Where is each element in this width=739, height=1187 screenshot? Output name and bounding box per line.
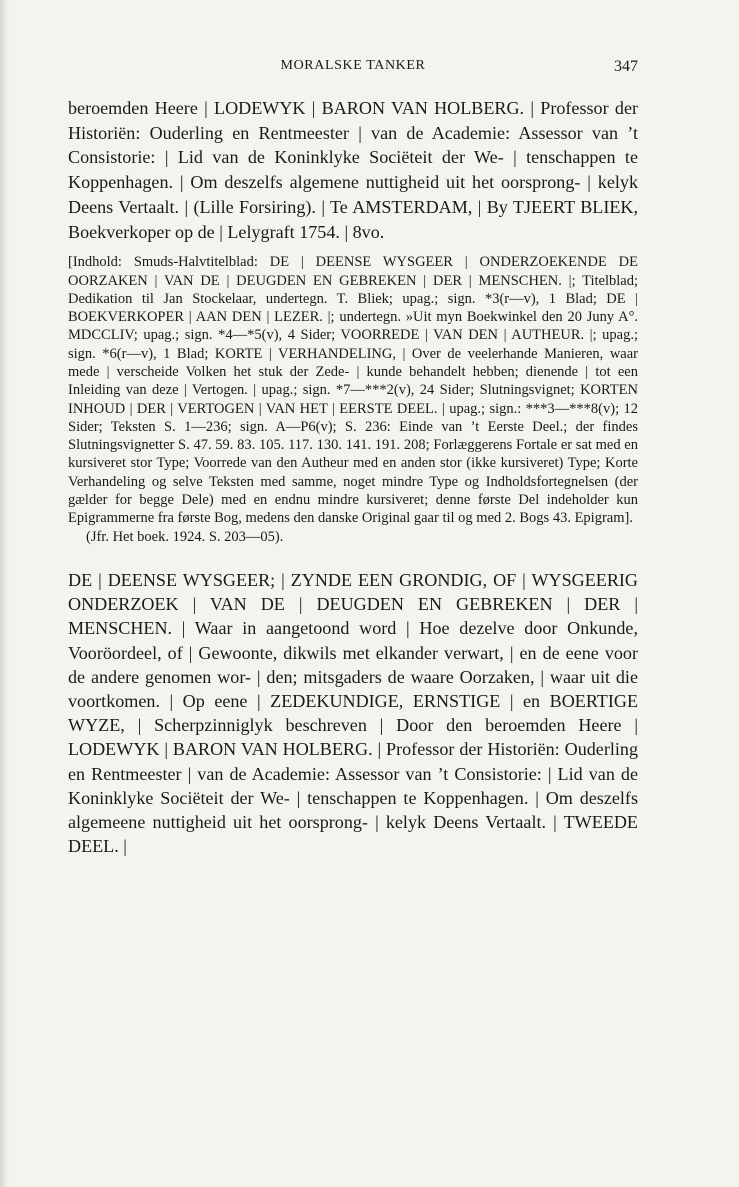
- entry-1-reference: (Jfr. Het boek. 1924. S. 203—05).: [86, 528, 284, 545]
- entry-2-title: DE | DEENSE WYSGEER; | ZYNDE EEN GRONDIG, OF | WYSGEERIG ONDERZOEK | VAN DE | DEUGDEN EN GEBREKEN | DER | MENSCHEN. | Waar in aangetoond word | Hoe dezelve door Onkunde, Vooröordeel, of | Gewoonte, dikwils met elkander verwart, | en de eene voor de andere genomen wor- | den; mitsgaders de waare Oorzaken, | waar uit die voortkomen. | Op eene | ZEDEKUNDIGE, ERNSTIGE | en BOERTIGE WYZE, | Scherpzinniglyk beschreven | Door den beroemden Heere | LODEWYK | BARON VAN HOLBERG. | Professor der Historiën: Ouderling en Rentmeester | van de Academie: Assessor van ’t Consistorie: | Lid van de Koninklyke Sociëteit der We- | tenschappen te Koppenhagen. | Om deszelfs algemeene nuttigheid uit het oorsprong- | kelyk Deens Vertaalt. | TWEEDE DEEL. |: [68, 569, 638, 857]
- page-number: 347: [614, 58, 638, 75]
- book-page: [68, 58, 638, 858]
- running-title: MORALSKE TANKER: [280, 58, 426, 73]
- page-edge-shadow: [0, 0, 9, 1187]
- entry-1-title: beroemden Heere | LODEWYK | BARON VAN HOLBERG. | Professor der Historiën: Ouderling en Rentmeester | van de Academie: Assessor van ’t Consistorie: | Lid van de Koninklyke Sociëteit der We- | tenschappen te Koppenhagen. | Om deszelfs algemene nuttigheid uit het oorsprong- | kelyk Deens Vertaalt. | (Lille Forsiring). | Te AMSTERDAM, | By TJEERT BLIEK, Boekverkoper op de | Lelygraft 1754. | 8vo.: [68, 98, 638, 242]
- entry-1-contents-note: [Indhold: Smuds-Halvtitelblad: DE | DEENSE WYSGEER | ONDERZOEKENDE DE OORZAKEN | VAN DE | DEUGDEN EN GEBREKEN | DER | MENSCHEN. |; Titelblad; Dedikation til Jan Stockelaar, undertegn. T. Bliek; upag.; sign. *3(r—v), 1 Blad; DE | BOEKVERKOPER | AAN DEN | LEZER. |; undertegn. »Uit myn Boekwinkel den 20 Juny A°. MDCCLIV; upag.; sign. *4—*5(v), 4 Sider; VOORREDE | VAN DEN | AUTHEUR. |; upag.; sign. *6(r—v), 1 Blad; KORTE | VERHANDELING, | Over de veelerhande Manieren, waar mede | verscheide Volken het stuk der Zede- | kunde behandelt hebben; dienende | tot een Inleiding van deze | Vertogen. | upag.; sign. *7—***2(v), 24 Sider; Slutningsvignet; KORTEN INHOUD | DER | VERTOGEN | VAN HET | EERSTE DEEL. | upag.; sign.: ***3—***8(v); 12 Sider; Teksten S. 1—236; sign. A—P6(v); S. 236: Einde van ’t Eerste Deel.; der findes Slutningsvignetter S. 47. 59. 83. 105. 117. 130. 141. 191. 208; Forlæggerens Fortale er sat med en kursiveret stor Type; Voorrede van den Autheur med en anden stor (ikke kursiveret) Type; Korte Verhandeling og selve Teksten med samme, noget mindre Type og Indholdsfortegnelsen (der gælder for begge Dele) med en endnu mindre kursiveret; denne første Del indeholder kun Epigrammerne fra første Bog, medens den danske Original gaar til og med 2. Bogs 43. Epigram].: [68, 254, 638, 527]
- running-head: [68, 58, 638, 82]
